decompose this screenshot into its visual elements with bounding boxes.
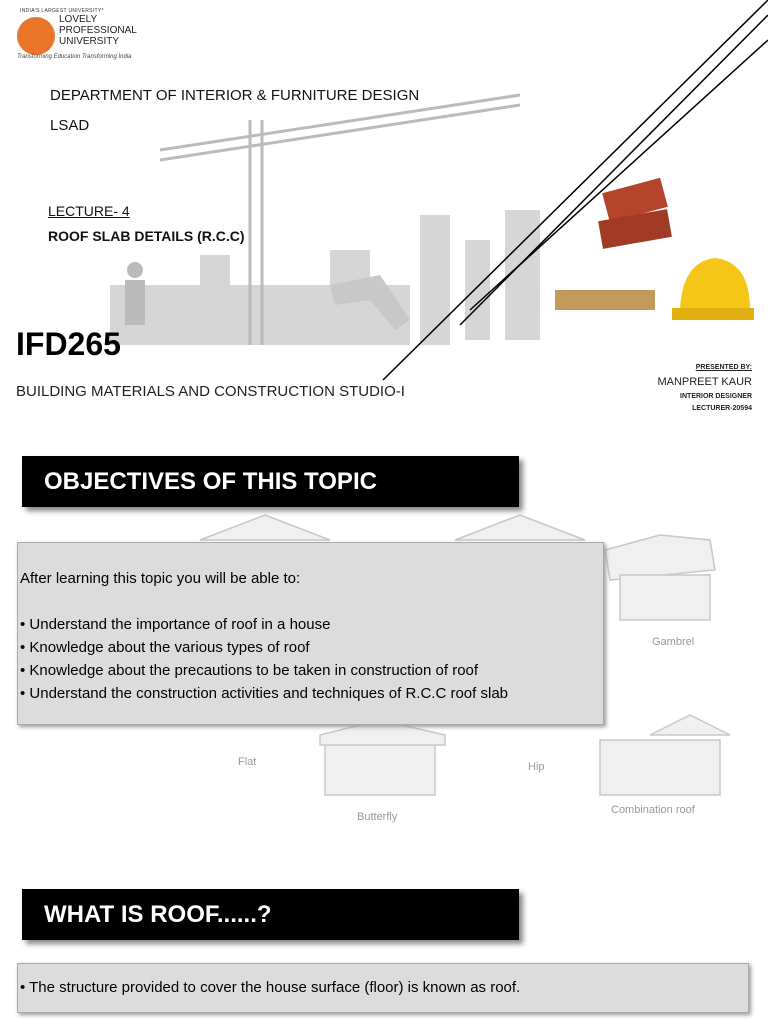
roof-label-combination: Combination roof bbox=[611, 804, 695, 816]
objectives-box bbox=[17, 542, 604, 725]
objective-item: • Knowledge about the various types of roof bbox=[20, 639, 310, 656]
objectives-intro: After learning this topic you will be able to: bbox=[20, 570, 301, 587]
objective-item: • Understand the importance of roof in a house bbox=[20, 616, 331, 633]
presenter-block bbox=[657, 364, 752, 412]
objective-item: • Knowledge about the precautions to be taken in construction of roof bbox=[20, 662, 479, 679]
logo-line: UNIVERSITY bbox=[59, 36, 120, 47]
lecture-title: ROOF SLAB DETAILS (R.C.C) bbox=[48, 228, 245, 244]
objectives-heading: OBJECTIVES OF THIS TOPIC bbox=[22, 456, 519, 507]
lpu-logo-icon bbox=[17, 17, 55, 55]
what-is-roof-heading: WHAT IS ROOF......? bbox=[22, 889, 519, 940]
lecture-number: LECTURE- 4 bbox=[48, 203, 130, 219]
roof-definition-box: • The structure provided to cover the house surface (floor) is known as roof. bbox=[17, 963, 749, 1013]
presenter-name: MANPREET KAUR bbox=[657, 376, 752, 388]
roof-label-flat: Flat bbox=[238, 756, 257, 768]
roof-label-hip: Hip bbox=[528, 761, 545, 773]
course-code: IFD265 bbox=[16, 326, 121, 362]
logo-text bbox=[59, 14, 137, 47]
presenter-label: PRESENTED BY: bbox=[695, 364, 752, 371]
logo-tagline: Transforming Education Transforming India bbox=[17, 54, 132, 60]
objective-item: • Understand the construction activities and techniques of R.C.C roof slab bbox=[20, 685, 509, 702]
department-title: DEPARTMENT OF INTERIOR & FURNITURE DESIGN bbox=[50, 87, 420, 104]
roof-label-butterfly: Butterfly bbox=[357, 811, 398, 823]
course-name: BUILDING MATERIALS AND CONSTRUCTION STUDIO-I bbox=[16, 383, 405, 400]
logo-tagline-top: INDIA'S LARGEST UNIVERSITY* bbox=[20, 8, 104, 14]
roof-label-gambrel: Gambrel bbox=[652, 636, 695, 648]
logo-line: PROFESSIONAL bbox=[59, 25, 137, 36]
presenter-role: INTERIOR DESIGNER bbox=[680, 393, 752, 400]
school-name: LSAD bbox=[50, 117, 90, 134]
presenter-id: LECTURER-20594 bbox=[692, 405, 752, 412]
logo-line: LOVELY bbox=[59, 14, 98, 25]
